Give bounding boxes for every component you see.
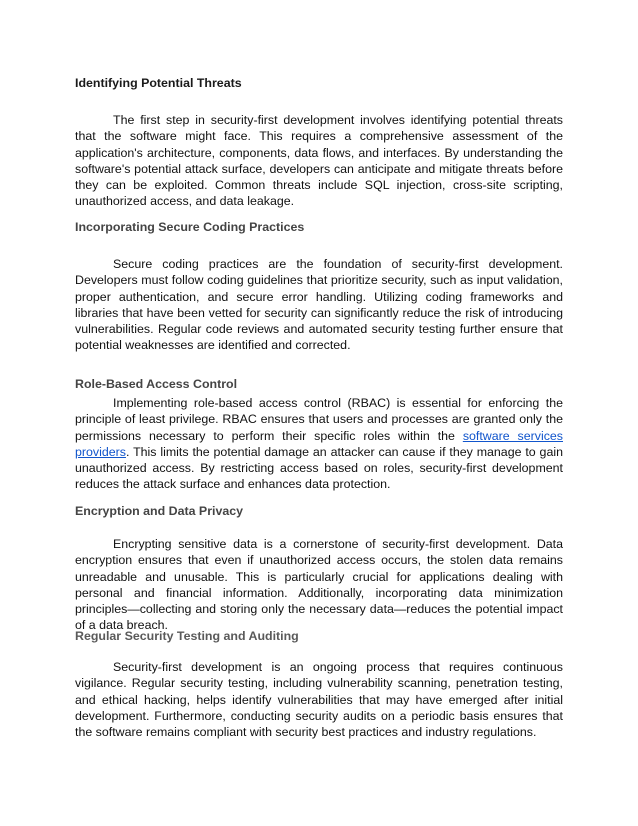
- section-paragraph-testing: Security-first development is an ongoing process that requires continuous vigilance. Regular security testing, including vulnerability scanning, penetration testing, and ethical hacking, helps identify vulnerabilities that may have emerged after initial development. Furthermore, conducting security audits on a periodic basis ensures that the software remains compliant with security best practices and industry regulations.: [75, 660, 563, 740]
- section-paragraph-secure-coding: Secure coding practices are the foundation of security-first development. Developers must follow coding guidelines that prioritize security, such as input validation, proper authentication, and secure error handling. Utilizing coding frameworks and libraries that have been vetted for security can significantly reduce the risk of introducing vulnerabilities. Regular code reviews and automated security testing further ensure that potential weaknesses are identified and corrected.: [75, 257, 563, 353]
- section-heading-secure-coding: Incorporating Secure Coding Practices: [75, 220, 305, 234]
- section-heading-testing: Regular Security Testing and Auditing: [75, 629, 299, 643]
- section-paragraph-rbac: [75, 395, 563, 493]
- section-paragraph-threats: The first step in security-first development involves identifying potential threats that the software might face. This requires a comprehensive assessment of the application's architecture, components, data flows, and interfaces. By understanding the software's potential attack surface, developers can anticipate and mitigate threats before they can be exploited. Common threats include SQL injection, cross-site scripting, unauthorized access, and data leakage.: [75, 113, 563, 209]
- section-heading-rbac: Role-Based Access Control: [75, 377, 238, 391]
- software-services-providers-link[interactable]: software services providers: [75, 428, 563, 459]
- rbac-text-after-link: . This limits the potential damage an attacker can cause if they manage to gain unauthorized access. By restricting access based on roles, security-first development reduces the attack surface and enhances data protection.: [75, 444, 563, 492]
- section-paragraph-encryption: Encrypting sensitive data is a cornerstone of security-first development. Data encryption ensures that even if unauthorized access occurs, the stolen data remains unreadable and unusable. This is particularly crucial for applications dealing with personal and financial information. Additionally, incorporating data minimization principles—collecting and storing only the necessary data—reduces the potential impact of a data breach.: [75, 537, 563, 633]
- section-heading-encryption: Encryption and Data Privacy: [75, 504, 244, 518]
- section-heading-threats: Identifying Potential Threats: [75, 76, 242, 90]
- rbac-text-before-link: Implementing role-based access control (RBAC) is essential for enforcing the principle of least privilege. RBAC ensures that users and processes are granted only the permissions necessary to perform their specific roles within the: [75, 396, 563, 443]
